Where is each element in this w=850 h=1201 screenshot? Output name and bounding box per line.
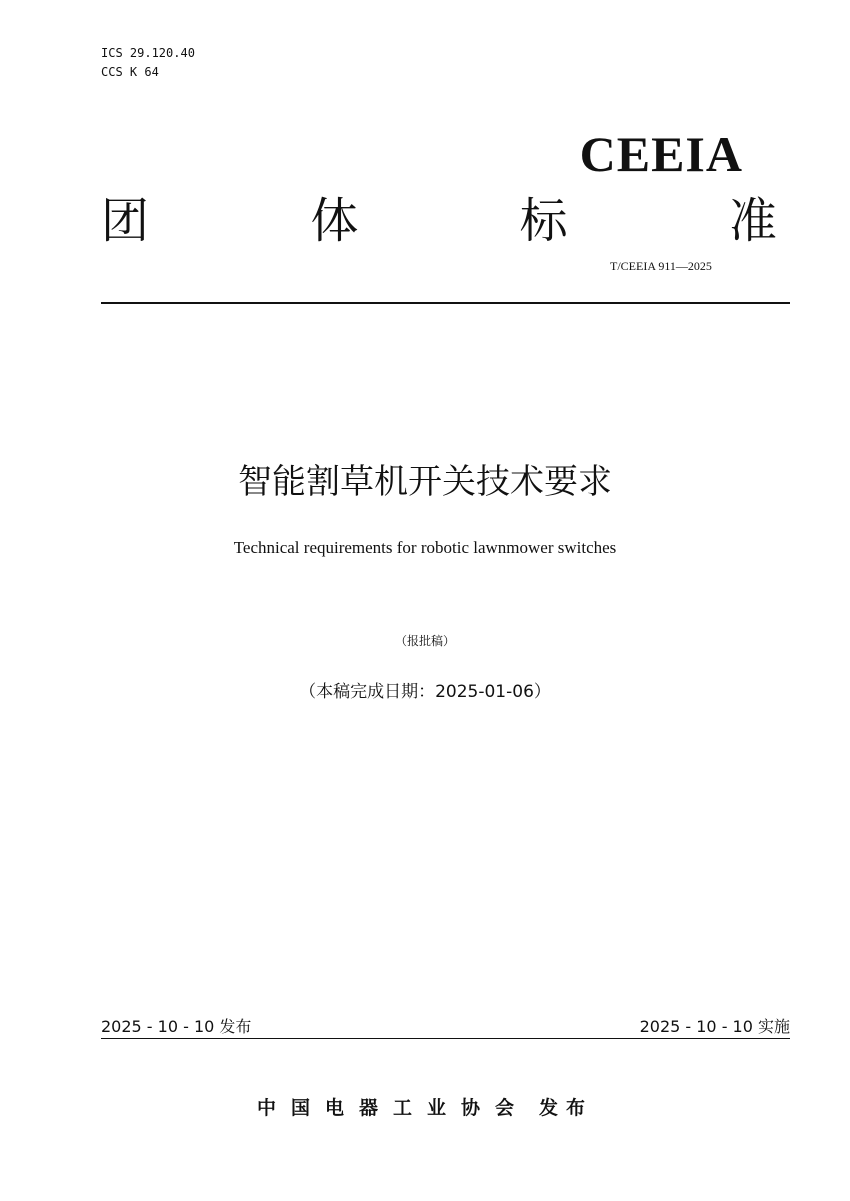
publish-date: 2025 - 10 - 10 发布: [101, 1017, 252, 1036]
publisher-organization: 中国电器工业协会: [256, 1097, 529, 1119]
completion-date: （本稿完成日期：2025-01-06）: [299, 682, 551, 702]
ics-code: ICS 29.120.40: [101, 46, 195, 60]
standard-type: [101, 190, 777, 252]
standard-type-char: 体: [310, 193, 359, 249]
header-divider: [101, 302, 790, 304]
dates-row: [101, 1016, 790, 1038]
standard-type-char: 准: [728, 193, 777, 249]
ccs-code: CCS K 64: [101, 65, 159, 79]
standard-number: T/CEEIA 911—2025: [610, 259, 712, 273]
publisher-line: [0, 1094, 850, 1122]
standard-type-char: 团: [101, 193, 150, 249]
draft-status: （报批稿）: [394, 634, 455, 648]
implement-date: 2025 - 10 - 10 实施: [639, 1017, 790, 1036]
standard-type-char: 标: [519, 193, 568, 249]
document-title-chinese: 智能割草机开关技术要求: [238, 462, 612, 502]
classification-codes: [101, 44, 195, 82]
dates-divider: [101, 1038, 790, 1039]
document-title-english: Technical requirements for robotic lawnmower switches: [233, 538, 617, 557]
publisher-verb: 发布: [539, 1097, 594, 1119]
org-abbreviation: CEEIA: [579, 126, 743, 182]
